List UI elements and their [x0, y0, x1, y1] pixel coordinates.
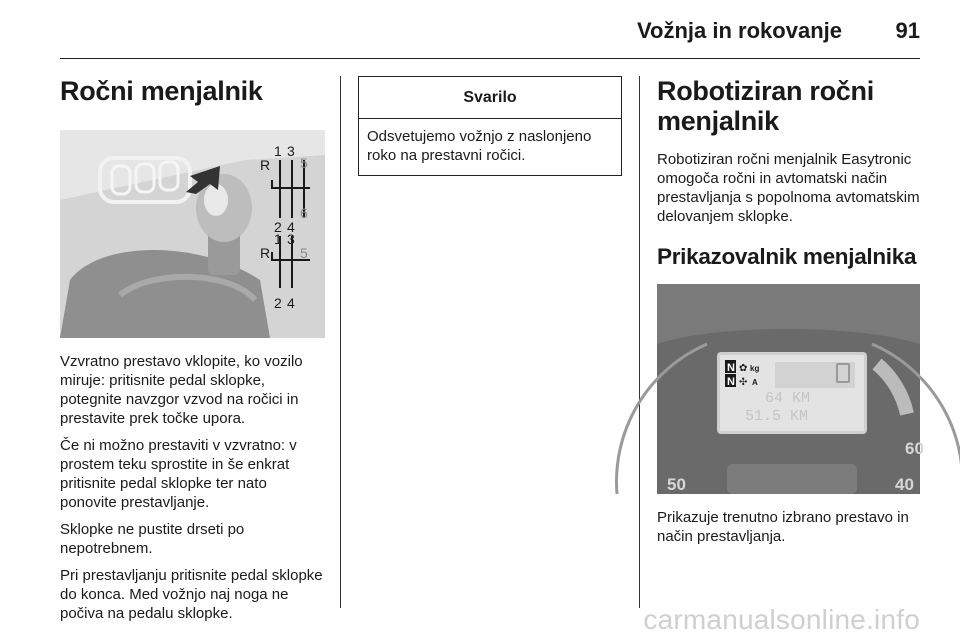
gear-label: 4 — [287, 295, 295, 311]
section-heading: Ročni menjalnik — [60, 76, 263, 106]
column-divider — [639, 76, 640, 608]
gear-label: 2 — [274, 219, 282, 235]
paragraph: Vzvratno prestavo vklopite, ko vozilo miruje: pritisnite pedal sklopke, potegnite navzgor vzvod na ročici in prestavite prek točke upora. — [60, 353, 303, 427]
gear-icon: ✿ — [739, 363, 748, 374]
warning-box — [358, 76, 622, 176]
gear-label: 3 — [287, 143, 295, 159]
gear-label: 3 — [287, 231, 295, 247]
gear-label: 4 — [287, 219, 295, 235]
column-robotized-gearbox — [657, 72, 924, 546]
page-number: 91 — [895, 18, 920, 43]
paragraph: Pri prestavljanju pritisnite pedal sklopke do konca. Med vožnjo naj noga ne počiva na pedalu sklopke. — [60, 567, 323, 622]
gear-label: 6 — [300, 205, 308, 221]
column-manual-gearbox — [60, 72, 325, 623]
intro-paragraph: Robotiziran ročni menjalnik Easytronic omogoča ročni in avtomatski način prestavljanja s popolnoma avtomatskim delovanjem sklopke. — [657, 151, 920, 225]
column-warning — [358, 72, 622, 176]
transmission-display-figure — [657, 284, 924, 494]
gear-label: R — [260, 157, 271, 173]
gear-shift-figure — [60, 130, 325, 338]
gear-label: 2 — [274, 295, 282, 311]
warning-text: Odsvetujemo vožnjo z naslonjeno roko na prestavni ročici. — [367, 128, 592, 164]
subsection-heading: Prikazovalnik menjalnika — [657, 244, 917, 269]
gear-label: 1 — [274, 143, 282, 159]
gauge-number: 50 — [667, 475, 686, 494]
gear-label: 5 — [300, 155, 308, 171]
gauge-number: 40 — [895, 475, 914, 494]
unit-label: kg — [750, 364, 760, 373]
figure-caption: Prikazuje trenutno izbrano prestavo in način prestavljanja. — [657, 509, 909, 545]
gauge-number: 60 — [905, 439, 924, 458]
section-heading: Robotiziran ročni menjalnik — [657, 76, 874, 136]
mode-indicator: N — [727, 376, 735, 388]
page-header — [60, 0, 920, 59]
header-title: Vožnja in rokovanje — [637, 18, 842, 43]
warning-title: Svarilo — [359, 77, 621, 119]
watermark: carmanualsonline.info — [643, 604, 920, 635]
unit-label: A — [752, 378, 758, 387]
paragraph: Če ni možno prestaviti v vzvratno: v prostem teku sprostite in še enkrat pritisnite pedal sklopke ter nato ponovite prestavljanje. — [60, 437, 297, 511]
gear-label: 1 — [274, 231, 282, 247]
column-divider — [340, 76, 341, 608]
gear-label: R — [260, 245, 271, 261]
mode-indicator: N — [727, 362, 735, 374]
gear-label: 5 — [300, 245, 308, 261]
paragraph: Sklopke ne pustite drseti po nepotrebnem. — [60, 521, 245, 557]
fan-icon: ✣ — [739, 377, 748, 388]
display-line-1: 64 KM — [765, 390, 811, 407]
display-line-2: 51.5 KM — [745, 408, 809, 425]
